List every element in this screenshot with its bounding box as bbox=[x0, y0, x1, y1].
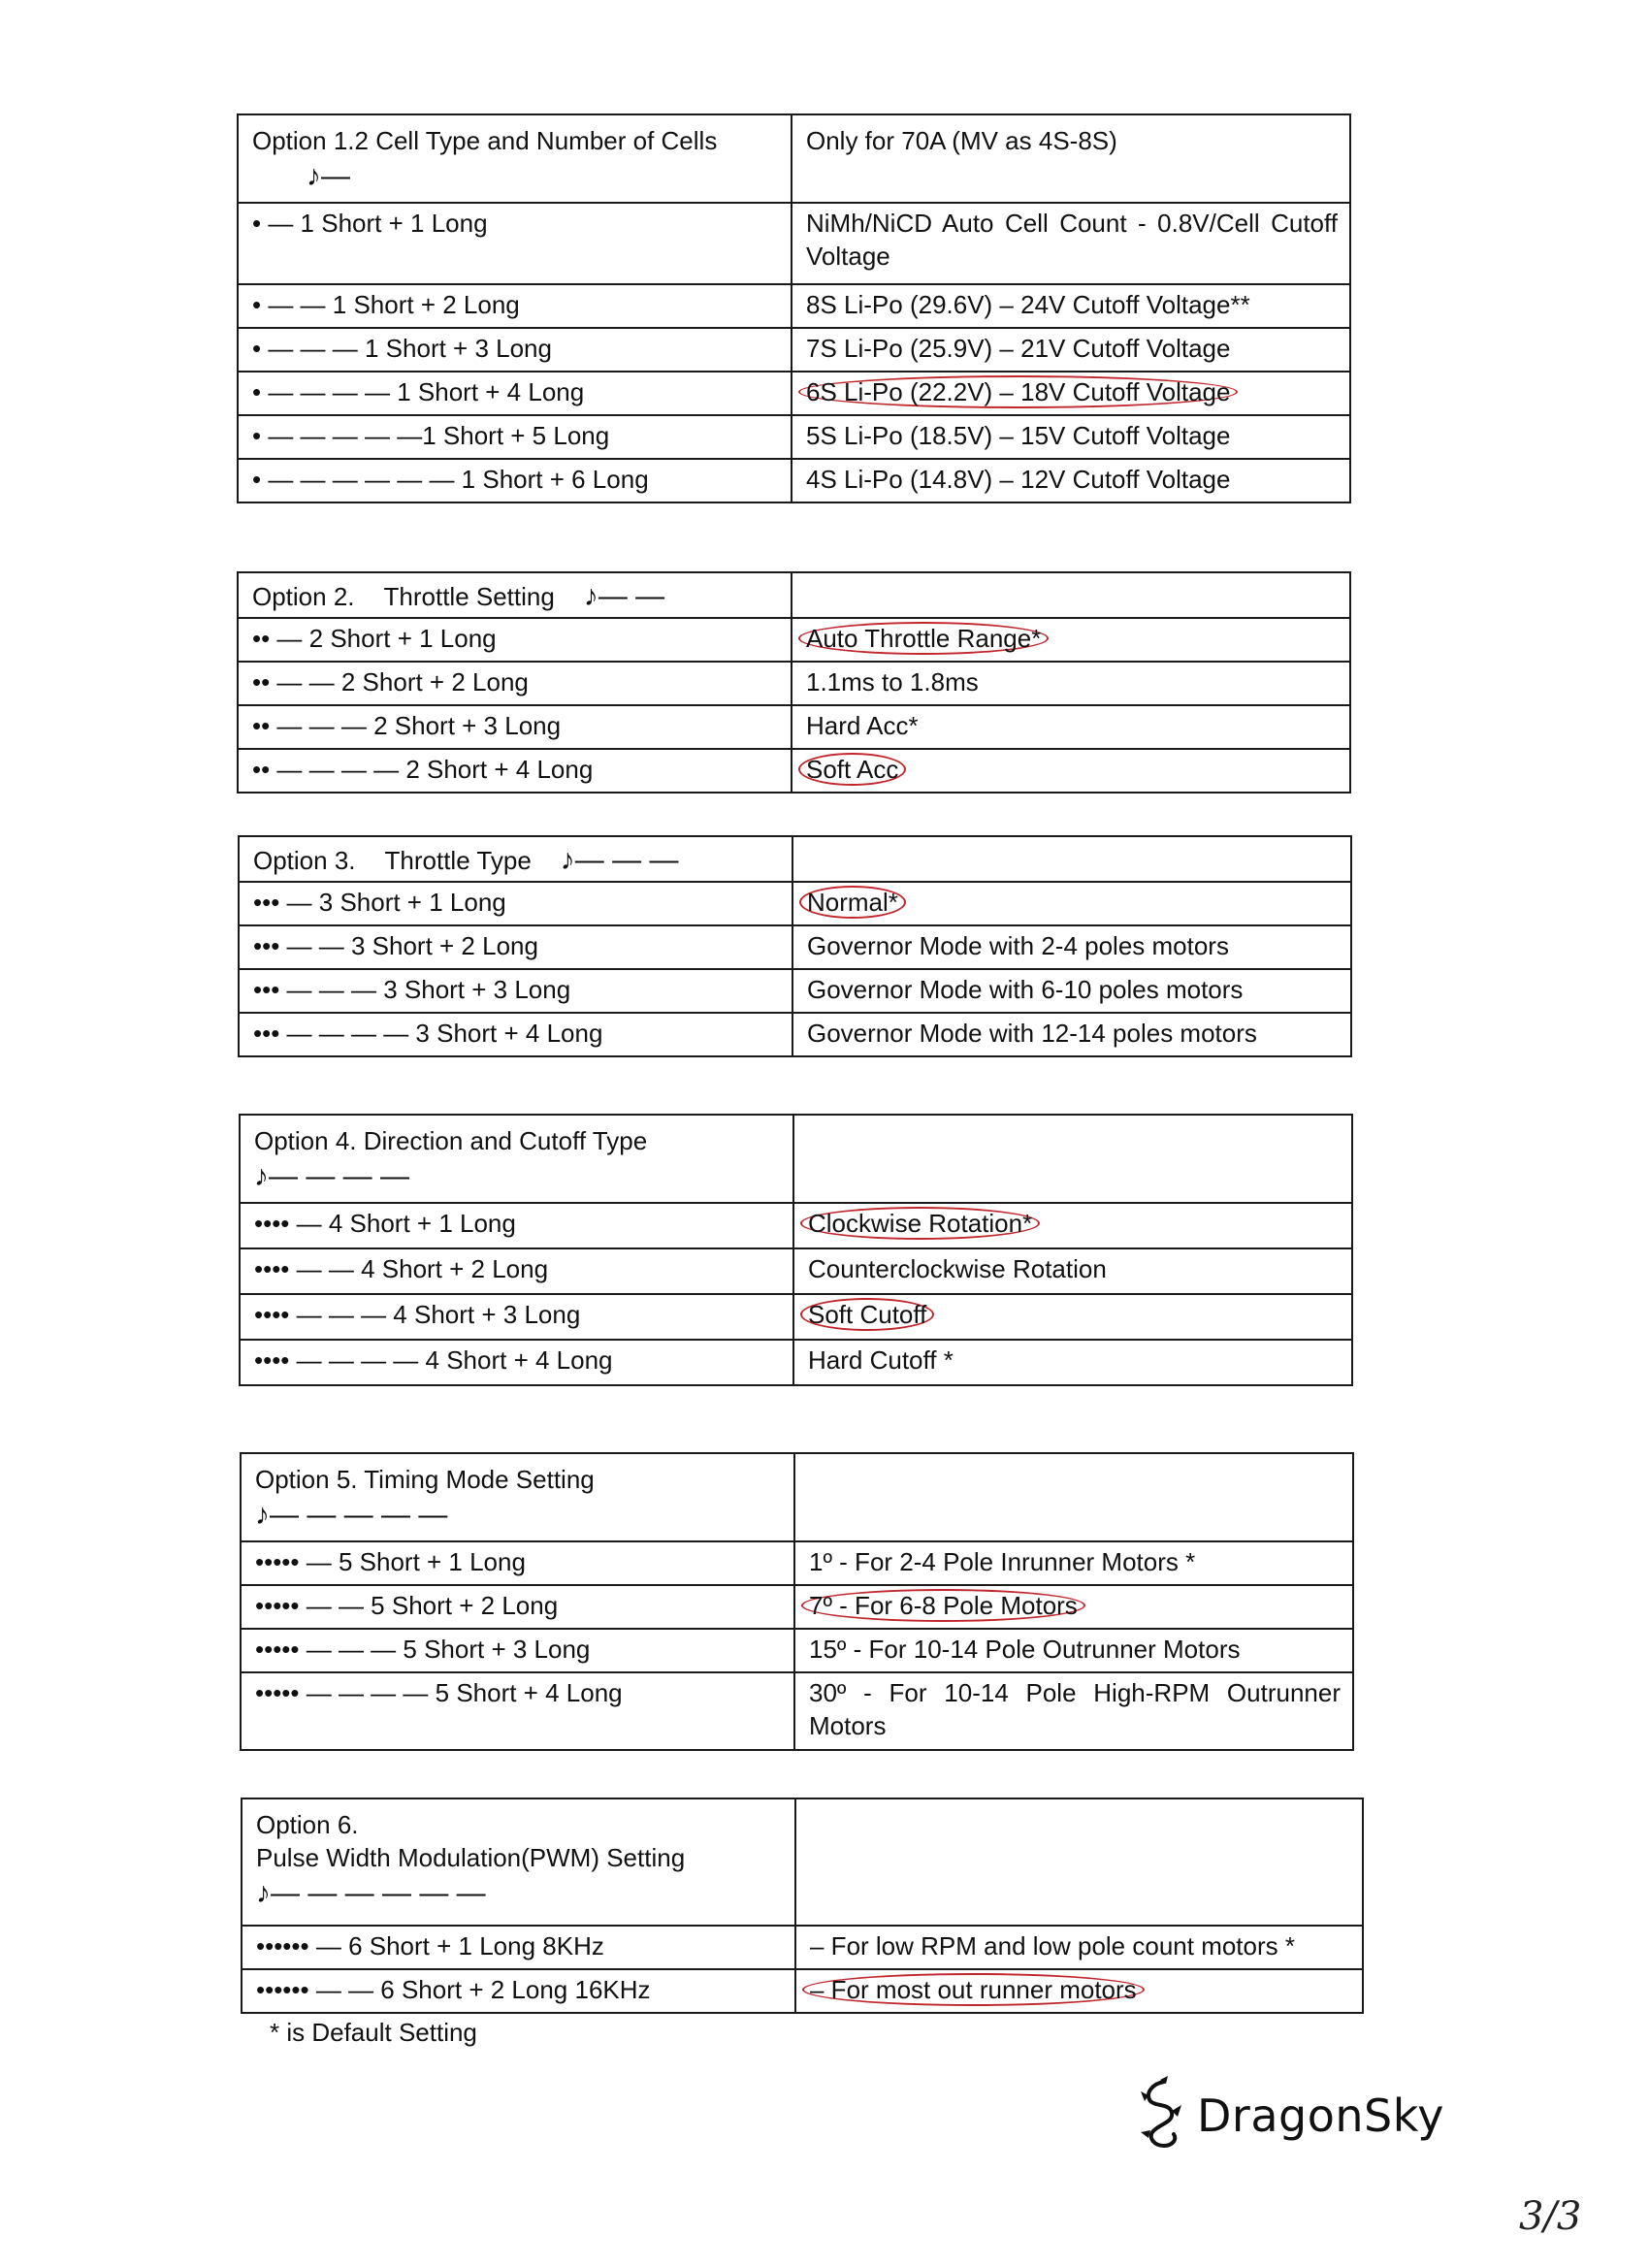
option-6-row-2-code: •••••• — — 6 Short + 2 Long 16KHz bbox=[242, 1969, 795, 2013]
circled-selection: Normal* bbox=[799, 886, 906, 919]
option-5-row-3-value: 15º - For 10-14 Pole Outrunner Motors bbox=[794, 1629, 1353, 1672]
option-6-header-right bbox=[795, 1798, 1363, 1926]
option-1-2-row-2-value: 8S Li-Po (29.6V) – 24V Cutoff Voltage** bbox=[792, 284, 1350, 328]
option-1-2-row-3-value: 7S Li-Po (25.9V) – 21V Cutoff Voltage bbox=[792, 328, 1350, 372]
option-3-table bbox=[238, 835, 1352, 1057]
option-3-title: Throttle Type bbox=[384, 846, 532, 875]
option-4-row-3-value bbox=[793, 1294, 1352, 1340]
option-4-row-3-code: •••• — — — 4 Short + 3 Long bbox=[240, 1294, 793, 1340]
option-3-row-1-code: ••• — 3 Short + 1 Long bbox=[239, 882, 792, 925]
option-3-row-3-value: Governor Mode with 6-10 poles motors bbox=[792, 969, 1351, 1013]
option-1-2-row-6-code: • — — — — — — 1 Short + 6 Long bbox=[238, 459, 792, 502]
option-1-2-row-3-code: • — — — 1 Short + 3 Long bbox=[238, 328, 792, 372]
option-5-row-4-value: 30º - For 10-14 Pole High-RPM Outrunner Motors bbox=[794, 1672, 1353, 1750]
option-2-table bbox=[237, 571, 1351, 794]
option-1-2-title: Option 1.2 Cell Type and Number of Cells bbox=[252, 126, 718, 155]
option-2-row-1-value bbox=[792, 618, 1350, 662]
option-2-row-2-value: 1.1ms to 1.8ms bbox=[792, 662, 1350, 705]
beep-symbol-icon: ♪— — — — — — bbox=[256, 1876, 486, 1909]
logo-text: DragonSky bbox=[1197, 2090, 1444, 2142]
option-4-row-1-code: •••• — 4 Short + 1 Long bbox=[240, 1203, 793, 1248]
option-1-2-header-note: Only for 70A (MV as 4S-8S) bbox=[792, 114, 1350, 203]
option-5-table bbox=[240, 1452, 1354, 1751]
circled-selection: 7º - For 6-8 Pole Motors bbox=[801, 1589, 1085, 1622]
option-6-title: Pulse Width Modulation(PWM) Setting bbox=[256, 1842, 686, 1872]
beep-symbol-icon: ♪— — — — — bbox=[255, 1498, 448, 1531]
option-4-header-right bbox=[793, 1115, 1352, 1203]
option-1-2-row-1-code: • — 1 Short + 1 Long bbox=[238, 203, 792, 284]
beep-symbol-icon: ♪— bbox=[307, 159, 350, 192]
option-2-row-1-code: •• — 2 Short + 1 Long bbox=[238, 618, 792, 662]
option-2-row-3-code: •• — — — 2 Short + 3 Long bbox=[238, 705, 792, 749]
option-3-row-2-value: Governor Mode with 2-4 poles motors bbox=[792, 925, 1351, 969]
page-number: 3/3 bbox=[1519, 2194, 1582, 2239]
option-6-row-2-value bbox=[795, 1969, 1363, 2013]
option-2-title: Throttle Setting bbox=[383, 582, 555, 611]
option-4-row-4-code: •••• — — — — 4 Short + 4 Long bbox=[240, 1340, 793, 1385]
circled-selection: Clockwise Rotation* bbox=[800, 1207, 1040, 1240]
default-setting-footnote: * is Default Setting bbox=[270, 2018, 477, 2047]
option-3-label: Option 3. bbox=[253, 846, 356, 875]
option-3-row-3-code: ••• — — — 3 Short + 3 Long bbox=[239, 969, 792, 1013]
option-1-2-row-5-value: 5S Li-Po (18.5V) – 15V Cutoff Voltage bbox=[792, 415, 1350, 459]
option-3-header bbox=[239, 836, 792, 882]
option-1-2-row-5-code: • — — — — —1 Short + 5 Long bbox=[238, 415, 792, 459]
option-4-row-2-value: Counterclockwise Rotation bbox=[793, 1248, 1352, 1294]
option-2-label: Option 2. bbox=[252, 582, 355, 611]
option-6-row-1-code: •••••• — 6 Short + 1 Long 8KHz bbox=[242, 1926, 795, 1969]
option-1-2-header bbox=[238, 114, 792, 203]
option-4-row-1-value bbox=[793, 1203, 1352, 1248]
option-5-row-2-code: ••••• — — 5 Short + 2 Long bbox=[241, 1585, 794, 1629]
option-5-row-3-code: ••••• — — — 5 Short + 3 Long bbox=[241, 1629, 794, 1672]
option-2-row-4-value bbox=[792, 749, 1350, 793]
option-2-row-2-code: •• — — 2 Short + 2 Long bbox=[238, 662, 792, 705]
option-6-row-1-value: – For low RPM and low pole count motors * bbox=[795, 1926, 1363, 1969]
option-2-header bbox=[238, 572, 792, 618]
option-2-header-right bbox=[792, 572, 1350, 618]
option-3-row-2-code: ••• — — 3 Short + 2 Long bbox=[239, 925, 792, 969]
option-5-row-1-code: ••••• — 5 Short + 1 Long bbox=[241, 1541, 794, 1585]
circled-selection: Soft Acc bbox=[798, 753, 906, 786]
option-4-table bbox=[239, 1114, 1353, 1386]
circled-selection: Soft Cutoff bbox=[800, 1298, 934, 1331]
option-5-row-4-code: ••••• — — — — 5 Short + 4 Long bbox=[241, 1672, 794, 1750]
option-1-2-row-2-code: • — — 1 Short + 2 Long bbox=[238, 284, 792, 328]
circled-selection: Auto Throttle Range* bbox=[798, 622, 1049, 655]
option-5-row-1-value: 1º - For 2-4 Pole Inrunner Motors * bbox=[794, 1541, 1353, 1585]
option-3-row-1-value bbox=[792, 882, 1351, 925]
dragon-icon bbox=[1135, 2076, 1193, 2154]
circled-selection: – For most out runner motors bbox=[802, 1973, 1145, 2006]
option-4-title: Option 4. Direction and Cutoff Type bbox=[254, 1126, 648, 1155]
beep-symbol-icon: ♪— — — bbox=[560, 844, 679, 876]
option-1-2-row-4-value bbox=[792, 372, 1350, 415]
option-3-header-right bbox=[792, 836, 1351, 882]
option-6-table bbox=[241, 1798, 1364, 2014]
option-1-2-row-1-value: NiMh/NiCD Auto Cell Count - 0.8V/Cell Cutoff Voltage bbox=[792, 203, 1350, 284]
option-2-row-4-code: •• — — — — 2 Short + 4 Long bbox=[238, 749, 792, 793]
option-1-2-row-4-code: • — — — — 1 Short + 4 Long bbox=[238, 372, 792, 415]
option-4-row-4-value: Hard Cutoff * bbox=[793, 1340, 1352, 1385]
option-1-2-row-6-value: 4S Li-Po (14.8V) – 12V Cutoff Voltage bbox=[792, 459, 1350, 502]
option-3-row-4-code: ••• — — — — 3 Short + 4 Long bbox=[239, 1013, 792, 1056]
option-6-header bbox=[242, 1798, 795, 1926]
option-6-label: Option 6. bbox=[256, 1810, 359, 1839]
option-1-2-table bbox=[237, 113, 1351, 503]
beep-symbol-icon: ♪— — bbox=[583, 580, 665, 612]
option-5-title: Option 5. Timing Mode Setting bbox=[255, 1465, 595, 1494]
option-4-row-2-code: •••• — — 4 Short + 2 Long bbox=[240, 1248, 793, 1294]
dragonsky-logo bbox=[1135, 2076, 1444, 2154]
option-2-row-3-value: Hard Acc* bbox=[792, 705, 1350, 749]
option-3-row-4-value: Governor Mode with 12-14 poles motors bbox=[792, 1013, 1351, 1056]
beep-symbol-icon: ♪— — — — bbox=[254, 1159, 410, 1192]
option-4-header bbox=[240, 1115, 793, 1203]
option-5-header bbox=[241, 1453, 794, 1541]
circled-selection: 6S Li-Po (22.2V) – 18V Cutoff Voltage bbox=[798, 375, 1238, 408]
option-5-header-right bbox=[794, 1453, 1353, 1541]
option-5-row-2-value bbox=[794, 1585, 1353, 1629]
